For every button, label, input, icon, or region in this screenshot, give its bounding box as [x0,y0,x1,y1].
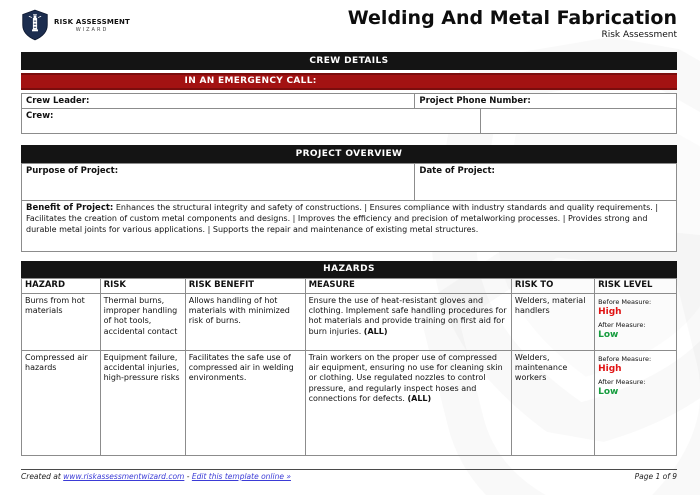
crew-details-header: CREW DETAILS [21,52,677,70]
col-header-risk-to: RISK TO [511,279,594,294]
hazards-header: HAZARDS [21,261,677,278]
crew-details-section [21,52,677,134]
brand-logo [21,9,130,41]
hazards-column-header-row [22,279,677,294]
risk-level-before-badge: High [598,364,622,375]
measure-all-tag: (ALL) [407,393,432,403]
benefit-text: Enhances the structural integrity and safety of constructions. | Ensures compliance with industry standards and quality requirements. | Facilitates the creation of custom metal components and designs. | Improves the efficiency and precision of metalworking processes. | Provides strong and durable metal joints for various applications. | Supports the repair and maintenance of existing metal structures. [26,203,659,234]
hazards-section [21,261,677,456]
col-header-risk-level: RISK LEVEL [595,279,677,294]
risk-level-after-badge: Low [598,387,619,398]
col-header-hazard: HAZARD [22,279,101,294]
emergency-call-bar [21,73,677,90]
page-subtitle: Risk Assessment [601,29,677,40]
crew-row [21,108,677,134]
risk-level-cell [595,294,677,351]
footer-separator: - [186,472,190,481]
emergency-call-label: IN AN EMERGENCY CALL: [184,76,317,86]
page-number: Page 1 of 9 [634,472,677,481]
footer-credit [21,472,291,481]
risk-cell: Equipment failure, accidental injuries, high-pressure risks [100,351,185,456]
document-header [21,0,677,52]
project-phone-label: Project Phone Number: [414,94,676,108]
page-title: Welding And Metal Fabrication [347,7,677,29]
purpose-of-project-label: Purpose of Project: [26,166,119,176]
crew-label: Crew: [26,111,54,121]
shield-lighthouse-icon [21,9,49,41]
created-at-text: Created at [21,472,61,481]
after-measure-label: After Measure: [598,377,646,386]
benefit-of-project-text [22,201,676,251]
date-of-project-label: Date of Project: [414,164,676,200]
benefit-row [21,200,677,252]
risk-level-before-badge: High [598,307,622,318]
brand-name: RISK ASSESSMENT [54,17,131,26]
risk-to-cell: Welders, material handlers [511,294,594,351]
after-measure-label: After Measure: [598,320,646,329]
crew-leader-label: Crew Leader: [26,96,90,106]
measure-text: Train workers on the proper use of compressed air equipment, ensuring no use for cleaning skin or clothing. Use regulated nozzles to control pressure, and regularly inspect hoses and connections for defects. [308,353,503,403]
measure-all-tag: (ALL) [363,326,388,336]
benefit-label: Benefit of Project: [26,203,114,213]
edit-template-link[interactable]: Edit this template online » [191,472,291,481]
before-measure-label: Before Measure: [598,355,652,363]
risk-level-cell [595,351,677,456]
before-measure-label: Before Measure: [598,298,652,306]
table-row [22,351,677,456]
risk-to-cell: Welders, maintenance workers [511,351,594,456]
measure-cell [305,351,511,456]
site-link[interactable]: www.riskassessmentwizard.com [63,472,185,481]
risk-benefit-cell: Allows handling of hot materials with minimized risk of burns. [185,294,305,351]
hazard-cell: Burns from hot materials [22,294,101,351]
project-overview-section [21,145,677,252]
project-overview-header: PROJECT OVERVIEW [21,145,677,163]
col-header-measure: MEASURE [305,279,511,294]
hazards-table [21,278,677,456]
col-header-risk-benefit: RISK BENEFIT [185,279,305,294]
measure-text: Ensure the use of heat-resistant gloves and clothing. Implement safe handling procedures for hot materials and provide training on first aid for burn injuries. [308,296,507,336]
col-header-risk: RISK [100,279,185,294]
risk-benefit-cell: Facilitates the safe use of compressed air in welding environments. [185,351,305,456]
purpose-date-row [21,163,677,201]
crew-leader-row [21,93,677,109]
brand-subname: WIZARD [75,26,109,33]
risk-cell: Thermal burns, improper handling of hot tools, accidental contact [100,294,185,351]
hazard-cell: Compressed air hazards [22,351,101,456]
measure-cell [305,294,511,351]
risk-level-after-badge: Low [598,330,619,341]
table-row [22,294,677,351]
document-footer [21,469,677,481]
crew-empty-cell [480,109,676,133]
